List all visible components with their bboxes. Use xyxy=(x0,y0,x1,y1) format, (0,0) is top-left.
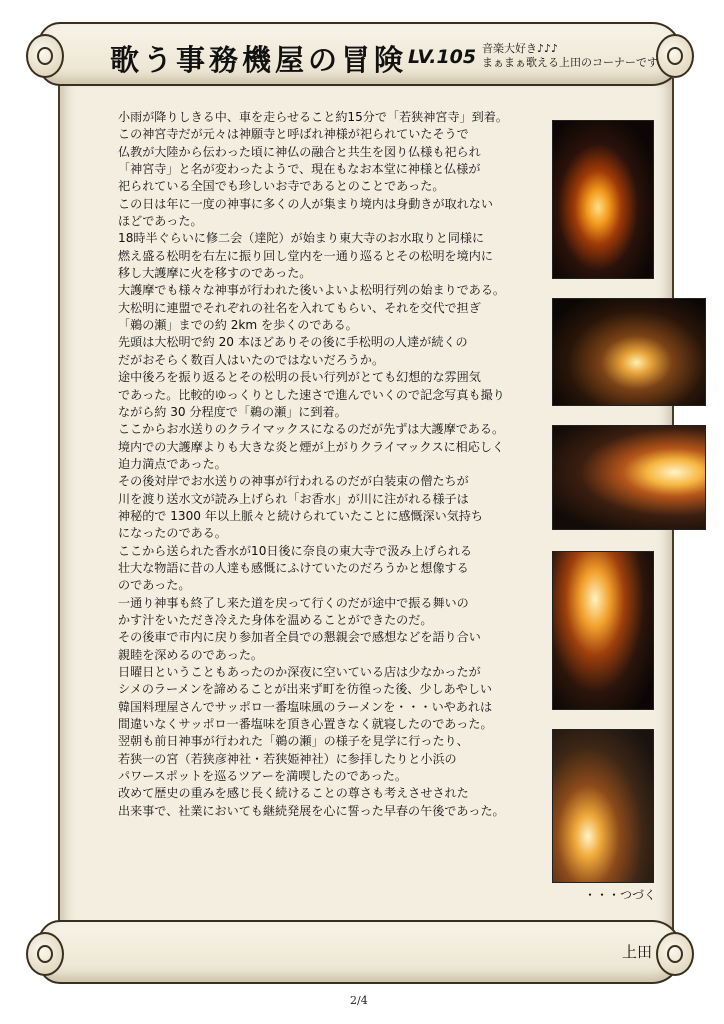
article-line: 迫力満点であった。 xyxy=(118,456,227,471)
author-name: 上田 xyxy=(622,943,653,961)
photo-bonfire-crowd xyxy=(552,425,706,530)
article-line: 「神宮寺」と名が変わったようで、現在もなお本堂に神様と仏様が xyxy=(118,162,481,177)
article-line: ながら約 30 分程度で「鵜の瀬」に到着。 xyxy=(118,404,347,419)
article-line: かす汁をいただき冷えた身体を温めることができたのだ。 xyxy=(118,612,433,627)
tagline-line-1: 音楽大好き♪♪♪ xyxy=(482,42,559,55)
page-number: 2/4 xyxy=(350,994,368,1007)
scroll-roll-end-icon xyxy=(26,932,64,976)
article-line: 若狭一の宮（若狭彦神社・若狭姫神社）に参拝したりと小浜の xyxy=(118,751,457,766)
article-line: 川を渡り送水文が読み上げられ「お香水」が川に注がれる様子は xyxy=(118,491,469,506)
article-line: であった。比較的ゆっくりとした速さで進んでいくので記念写真も撮り xyxy=(118,387,505,402)
to-be-continued: ・・・つづく xyxy=(584,888,657,902)
article-line: ここから送られた香水が10日後に奈良の東大寺で汲み上げられる xyxy=(118,543,473,558)
article-line: この日は年に一度の神事に多くの人が集まり境内は身動きが取れない xyxy=(118,196,493,211)
article-line: 「鵜の瀬」までの約 2km を歩くのである。 xyxy=(118,318,358,333)
article-line: 間違いなくサッポロ一番塩味を頂き心置きなく就寝したのであった。 xyxy=(118,717,493,732)
article-line: 韓国料理屋さんでサッポロ一番塩味風のラーメンを・・・いやあれは xyxy=(118,699,493,714)
column-title: 歌う事務機屋の冒険 xyxy=(110,43,408,77)
article-line: 先頭は大松明で約 20 本ほどありその後に手松明の人達が続くの xyxy=(118,335,468,350)
article-line: 大護摩でも様々な神事が行われた後いよいよ松明行列の始まりである。 xyxy=(118,283,506,298)
article-line: 大松明に連盟でそれぞれの社名を入れてもらい、それを交代で担ぎ xyxy=(118,300,481,315)
article-line: 神秘的で 1300 年以上脈々と続けられていたことに感慨深い気持ち xyxy=(118,508,483,523)
photo-temple-hall xyxy=(552,298,706,406)
article-line: 日曜日ということもあったのか深夜に空いている店は少なかったが xyxy=(118,665,481,679)
photo-great-goma-fire xyxy=(552,551,654,710)
scroll-bottom-roll xyxy=(38,920,682,984)
tagline-line-2: まぁまぁ歌える上田のコーナーです xyxy=(482,56,658,69)
scroll-roll-end-icon xyxy=(26,34,64,78)
article-line: シメのラーメンを諦めることが出来ず町を彷徨った後、少しあやしい xyxy=(118,682,492,697)
article-line: になったのである。 xyxy=(118,526,227,541)
article-line: 仏教が大陸から伝わった頃に神仏の融合と共生を図り仏様も祀られ xyxy=(118,144,481,159)
article-line: パワースポットを巡るツアーを満喫したのであった。 xyxy=(118,769,407,784)
article-line: その後対岸でお水送りの神事が行われるのだが白装束の僧たちが xyxy=(118,474,469,489)
photo-ritual-priests xyxy=(552,729,654,883)
article-line: 祀られている全国でも珍しいお寺であるとのことであった。 xyxy=(118,179,445,194)
article-line: ほどであった。 xyxy=(118,214,203,229)
article-line: だがおそらく数百人はいたのではないだろうか。 xyxy=(118,352,385,367)
article-line: 移し大護摩に火を移すのであった。 xyxy=(118,266,312,281)
level-label: LV.105 xyxy=(408,46,477,68)
tagline xyxy=(482,42,658,70)
article-line: のであった。 xyxy=(118,578,191,593)
article-line: 翌朝も前日神事が行われた「鵜の瀬」の様子を見学に行ったり、 xyxy=(118,734,469,749)
article-line: ここからお水送りのクライマックスになるのだが先ずは大護摩である。 xyxy=(118,422,505,437)
article-line: 燃え盛る松明を右左に振り回し堂内を一通り巡るとその松明を境内に xyxy=(118,248,493,263)
article-body xyxy=(118,109,556,820)
article-line: この神宮寺だが元々は神願寺と呼ばれ神様が祀られていたそうで xyxy=(118,127,469,142)
article-line: その後車で市内に戻り参加者全員での懇親会で感想などを語り合い xyxy=(118,630,481,645)
article-line: 壮大な物語に昔の人達も感慨にふけていたのだろうかと想像する xyxy=(118,560,469,575)
article-line: 途中後ろを振り返るとその松明の長い行列がとても幻想的な雰囲気 xyxy=(118,370,481,385)
article-line: 境内での大護摩よりも大きな炎と煙が上がりクライマックスに相応しく xyxy=(118,439,505,454)
article-line: 18時半ぐらいに修二会（達陀）が始まり東大寺のお水取りと同様に xyxy=(118,231,485,246)
article-line: 出来事で、社業においても継続発展を心に誓った早春の午後であった。 xyxy=(118,803,505,818)
scroll-roll-end-icon xyxy=(656,34,694,78)
article-line: 小雨が降りしきる中、車を走らせること約15分で「若狭神宮寺」到着。 xyxy=(118,110,508,124)
scroll-roll-end-icon xyxy=(656,932,694,976)
article-line: 親睦を深めるのであった。 xyxy=(118,647,264,662)
photo-torch-fire xyxy=(552,120,654,279)
article-line: 一通り神事も終了し来た道を戻って行くのだが途中で振る舞いの xyxy=(118,595,469,610)
article-line: 改めて歴史の重みを感じ長く続けることの尊さも考えさせされた xyxy=(118,786,469,801)
